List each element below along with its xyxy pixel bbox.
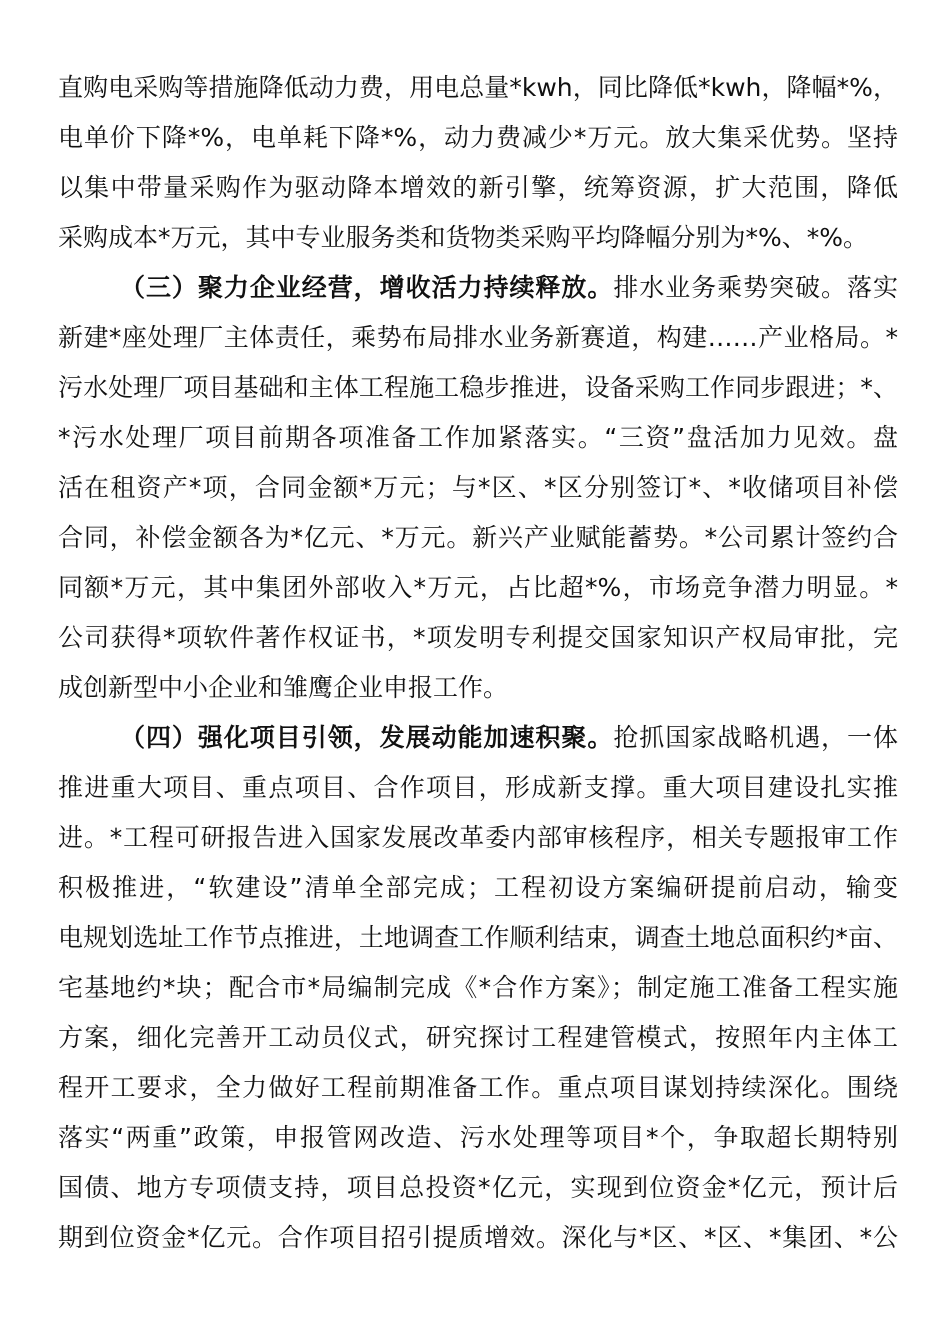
text-line: 国债、地方专项债支持，项目总投资*亿元，实现到位资金*亿元，预计后 [58, 1173, 898, 1202]
text-line: 采购成本*万元，其中专业服务类和货物类采购平均降幅分别为*%、*%。 [58, 223, 869, 252]
text-line: 积极推进，“软建设”清单全部完成；工程初设方案编研提前启动，输变 [58, 873, 898, 902]
text-line: 落实“两重”政策，申报管网改造、污水处理等项目*个，争取超长期特别 [58, 1123, 898, 1152]
text-line: 活在租资产*项，合同金额*万元；与*区、*区分别签订*、*收储项目补偿 [58, 473, 898, 502]
text-line: 期到位资金*亿元。合作项目招引提质增效。深化与*区、*区、*集团、*公 [58, 1223, 898, 1252]
section-4-first-line-text: 抢抓国家战略机遇，一体 [613, 723, 898, 752]
text-line: 新建*座处理厂主体责任，乘势布局排水业务新赛道，构建……产业格局。* [58, 323, 898, 352]
text-line: 以集中带量采购作为驱动降本增效的新引擎，统筹资源，扩大范围，降低 [58, 173, 898, 202]
text-line: 成创新型中小企业和雏鹰企业申报工作。 [58, 673, 509, 702]
text-line: 合同，补偿金额各为*亿元、*万元。新兴产业赋能蓄势。*公司累计签约合 [58, 523, 898, 552]
section-3-heading: （三）聚力企业经营，增收活力持续释放。 [120, 273, 614, 302]
text-line: 推进重大项目、重点项目、合作项目，形成新支撑。重大项目建设扎实推 [58, 773, 898, 802]
text-line: 污水处理厂项目基础和主体工程施工稳步推进，设备采购工作同步跟进；*、 [58, 373, 898, 402]
text-line: 电规划选址工作节点推进，土地调查工作顺利结束，调查土地总面积约*亩、 [58, 923, 898, 952]
section-3-first-line [120, 268, 898, 308]
text-line: 公司获得*项软件著作权证书，*项发明专利提交国家知识产权局审批，完 [58, 623, 898, 652]
section-4-heading: （四）强化项目引领，发展动能加速积聚。 [120, 723, 614, 752]
text-line: 方案，细化完善开工动员仪式，研究探讨工程建管模式，按照年内主体工 [58, 1023, 898, 1052]
text-line: 同额*万元，其中集团外部收入*万元，占比超*%，市场竞争潜力明显。* [58, 573, 898, 602]
text-line: 电单价下降*%，电单耗下降*%，动力费减少*万元。放大集采优势。坚持 [58, 123, 898, 152]
text-line: 程开工要求，全力做好工程前期准备工作。重点项目谋划持续深化。围绕 [58, 1073, 898, 1102]
text-line: *污水处理厂项目前期各项准备工作加紧落实。“三资”盘活加力见效。盘 [58, 423, 898, 452]
text-line: 进。*工程可研报告进入国家发展改革委内部审核程序，相关专题报审工作 [58, 823, 898, 852]
section-4-first-line [120, 718, 898, 758]
section-3-first-line-text: 排水业务乘势突破。落实 [613, 273, 898, 302]
text-line: 宅基地约*块；配合市*局编制完成《*合作方案》；制定施工准备工程实施 [58, 973, 898, 1002]
text-line: 直购电采购等措施降低动力费，用电总量*kwh，同比降低*kwh，降幅*%， [58, 73, 898, 102]
